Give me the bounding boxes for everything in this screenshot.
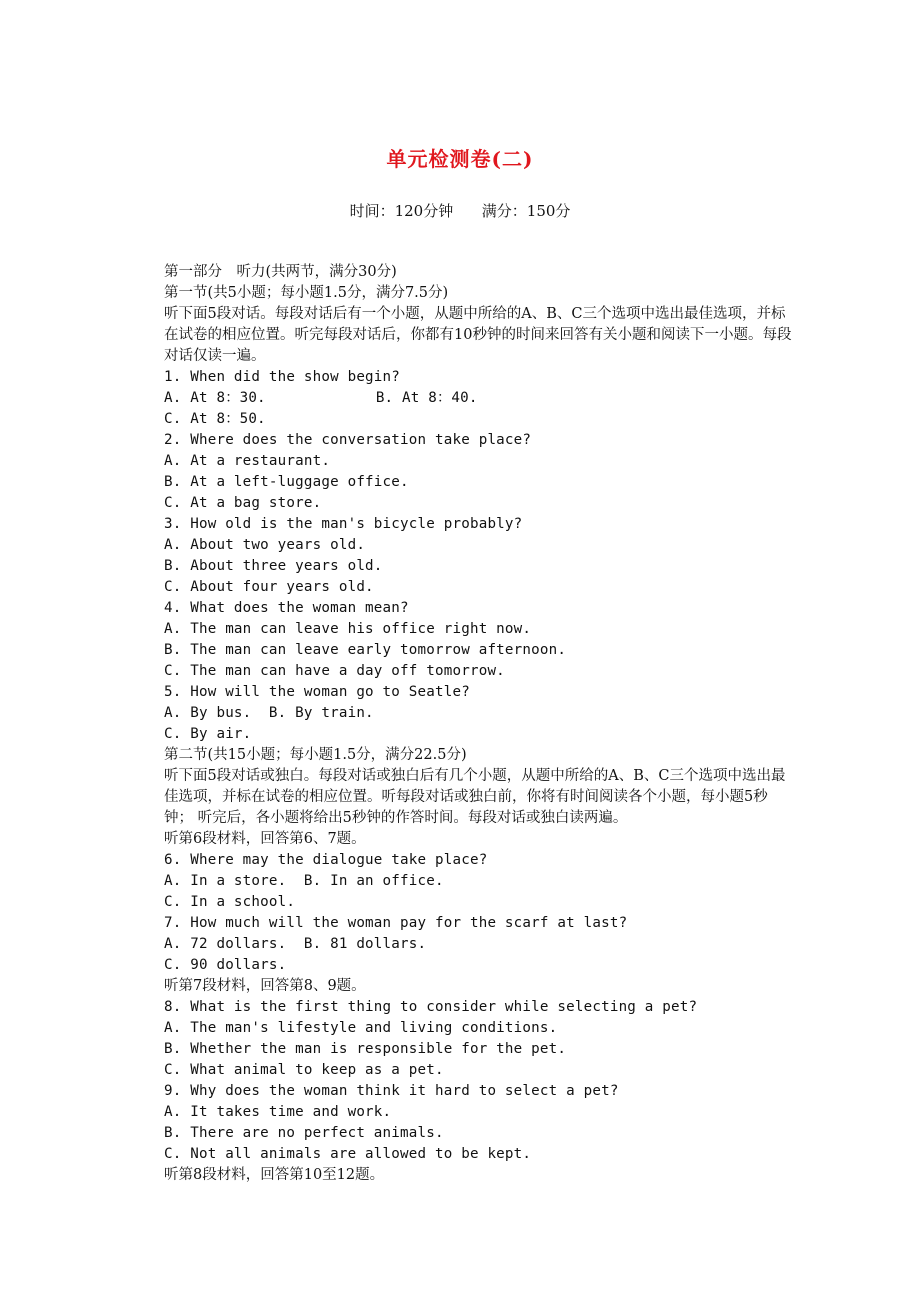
option-c: C. About four years old. [164, 579, 374, 595]
option-ab: A. 72 dollars. B. 81 dollars. [164, 936, 427, 952]
option-a: A. The man can leave his office right now. [164, 621, 532, 637]
option-b: B. At a left-luggage office. [164, 474, 409, 490]
question-6: 6. Where may the dialogue take place? [164, 852, 488, 868]
section-instructions: 听下面5段对话。每段对话后有一个小题，从题中所给的A、B、C三个选项中选出最佳选项，并标在试卷的相应位置。听完每段对话后，你都有10秒钟的时间来回答有关小题和阅读下一小题。每段对话仅读一遍。 [164, 306, 792, 364]
question-7: 7. How much will the woman pay for the scarf at last? [164, 915, 628, 931]
option-ab: A. In a store. B. In an office. [164, 873, 444, 889]
section-instructions: 听下面5段对话或独白。每段对话或独白后有几个小题，从题中所给的A、B、C三个选项中选出最佳选项，并标在试卷的相应位置。听每段对话或独白前，你将有时间阅读各个小题，每小题5秒钟； 听完后，各小题将给出5秒钟的作答时间。每段对话或独白读两遍。 [164, 768, 786, 826]
question-3: 3. How old is the man's bicycle probably? [164, 516, 523, 532]
option-a: A. The man's lifestyle and living conditions. [164, 1020, 558, 1036]
section-heading: 第一节(共5小题；每小题1.5分，满分7.5分) [164, 285, 449, 301]
option-c: C. Not all animals are allowed to be kept. [164, 1146, 532, 1162]
question-9: 9. Why does the woman think it hard to select a pet? [164, 1083, 619, 1099]
option-a: A. About two years old. [164, 537, 366, 553]
option-c: C. By air. [164, 726, 252, 742]
option-c: C. 90 dollars. [164, 957, 287, 973]
question-5: 5. How will the woman go to Seatle? [164, 684, 470, 700]
option-ab: A. By bus. B. By train. [164, 705, 374, 721]
question-8: 8. What is the first thing to consider while selecting a pet? [164, 999, 698, 1015]
material-heading: 听第8段材料，回答第10至12题。 [164, 1167, 385, 1183]
exam-body [164, 262, 792, 1186]
question-1-options-ab [164, 388, 792, 409]
exam-meta: 时间：120分钟 满分：150分 [349, 202, 571, 220]
option-c: C. At a bag store. [164, 495, 322, 511]
option-b: B. The man can leave early tomorrow afternoon. [164, 642, 567, 658]
option-b: B. There are no perfect animals. [164, 1125, 444, 1141]
material-heading: 听第7段材料，回答第8、9题。 [164, 978, 366, 994]
question-1: 1. When did the show begin? [164, 369, 401, 385]
option-b: B. At 8：40. [375, 390, 478, 406]
question-4: 4. What does the woman mean? [164, 600, 409, 616]
section-heading: 第二节(共15小题；每小题1.5分，满分22.5分) [164, 747, 467, 763]
question-2: 2. Where does the conversation take place? [164, 432, 532, 448]
option-a: A. It takes time and work. [164, 1104, 392, 1120]
option-b: B. About three years old. [164, 558, 383, 574]
page-title: 单元检测卷(二) [386, 147, 534, 171]
option-c: C. In a school. [164, 894, 296, 910]
option-c: C. The man can have a day off tomorrow. [164, 663, 505, 679]
material-heading: 听第6段材料，回答第6、7题。 [164, 831, 366, 847]
part-heading: 第一部分 听力(共两节，满分30分) [164, 264, 397, 280]
option-b: B. Whether the man is responsible for the pet. [164, 1041, 567, 1057]
option-c: C. At 8：50. [164, 411, 266, 427]
option-a: A. At 8：30. [164, 390, 266, 406]
option-a: A. At a restaurant. [164, 453, 331, 469]
option-c: C. What animal to keep as a pet. [164, 1062, 444, 1078]
